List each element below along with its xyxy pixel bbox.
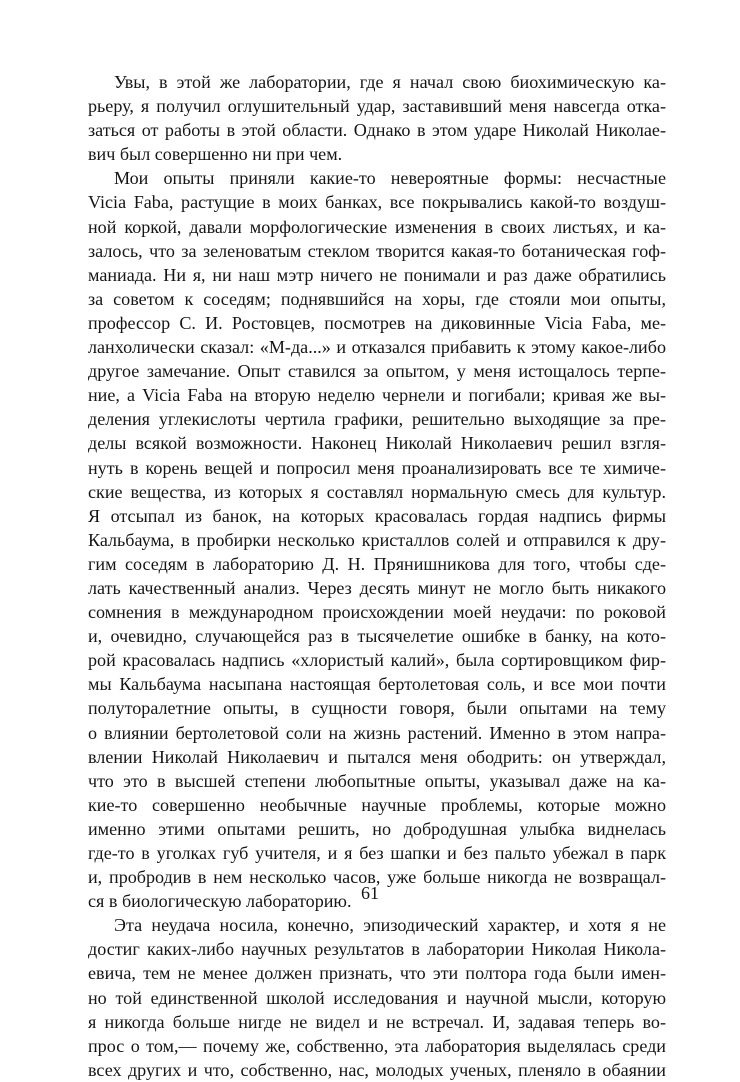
text-line: ся в биологическую лабораторию.	[88, 891, 352, 912]
text-line: именно этими опытами решить, но добродушная улыбка виднелась	[88, 818, 666, 839]
text-line: другое замечание. Опыт ставился за опытом, у меня истощалось терпе-	[88, 361, 666, 382]
text-line: делы всякой возможности. Наконец Николай Николаевич решил взгля-	[88, 433, 666, 454]
text-line: что это в высшей степени любопытные опыты, указывал даже на ка-	[88, 770, 666, 791]
text-line: и, очевидно, случающейся раз в тысячелетие ошибке в банку, на кото-	[88, 626, 666, 647]
text-line: влении Николай Николаевич и пытался меня ободрить: он утверждал,	[88, 746, 666, 767]
text-line: но той единственной школой исследования и научной мысли, которую	[88, 987, 666, 1008]
text-line: лать качественный анализ. Через десять минут не могло быть никакого	[88, 577, 666, 598]
text-line: кие-то совершенно необычные научные проблемы, которые можно	[88, 794, 666, 815]
text-line: достиг каких-либо научных результатов в лаборатории Николая Никола-	[88, 939, 666, 960]
text-line: полуторалетние опыты, в сущности говоря, были опытами на тему	[88, 698, 666, 719]
page-body	[88, 70, 666, 1082]
text-line: сомнения в международном происхождении моей неудачи: по роковой	[88, 602, 666, 623]
text-line: ские вещества, из которых я составлял нормальную смесь для культур.	[88, 481, 666, 502]
text-line: евича, тем не менее должен признать, что эти полтора года были имен-	[88, 963, 666, 984]
text-line: ланхолически сказал: «М-да...» и отказался прибавить к этому какое-либо	[88, 337, 666, 358]
text-line: ние, а Vicia Faba на вторую неделю чернели и погибали; кривая же вы-	[88, 385, 666, 406]
paragraph	[88, 913, 666, 1082]
text-line: я никогда больше нигде не видел и не встречал. И, задавая теперь во-	[88, 1011, 666, 1032]
text-line: прос о том,— почему же, собственно, эта лаборатория выделялась среди	[88, 1035, 666, 1056]
text-line: за советом к соседям; поднявшийся на хоры, где стояли мои опыты,	[88, 288, 666, 309]
text-line: где-то в уголках губ учителя, и я без шапки и без пальто убежал в парк	[88, 843, 666, 863]
text-line: ной коркой, давали морфологические изменения в своих листьях, и ка-	[88, 216, 666, 237]
text-line: гим соседям в лабораторию Д. Н. Прянишникова для того, чтобы сде-	[88, 553, 666, 574]
text-line: нуть в корень вещей и попросил меня проанализировать все те химиче-	[88, 457, 666, 478]
text-line: заться от работы в этой области. Однако в этом ударе Николай Николае-	[88, 120, 666, 141]
text-line: Эта неудача носила, конечно, эпизодический характер, и хотя я не	[114, 915, 666, 936]
text-line: маниада. Ни я, ни наш мэтр ничего не понимали и раз даже обратились	[88, 264, 666, 285]
text-line: всех других и что, собственно, нас, молодых ученых, пленяло в обаянии	[88, 1059, 666, 1080]
text-line: профессор С. И. Ростовцев, посмотрев на диковинные Vicia Faba, ме-	[88, 312, 666, 333]
text-line: рьеру, я получил оглушительный удар, заставивший меня навсегда отка-	[88, 96, 666, 117]
page-number: 61	[361, 883, 379, 903]
paragraph	[88, 166, 666, 913]
text-line: залось, что за зеленоватым стеклом творится какая-то ботаническая гоф-	[88, 240, 666, 261]
text-line: Кальбаума, в пробирки несколько кристаллов солей и отправился к дру-	[88, 529, 666, 550]
paragraph	[88, 70, 666, 166]
text-line: рой красовалась надпись «хлористый калий», была сортировщиком фир-	[88, 650, 666, 671]
text-line: и, пробродив в нем несколько часов, уже больше никогда не возвращал-	[88, 867, 666, 888]
text-line: деления углекислоты чертила графики, решительно выходящие за пре-	[88, 409, 666, 430]
text-line: о влиянии бертолетовой соли на жизнь растений. Именно в этом напра-	[88, 722, 666, 743]
text-line: Я отсыпал из банок, на которых красовалась гордая надпись фирмы	[88, 505, 666, 526]
text-line: вич был совершенно ни при чем.	[88, 144, 343, 165]
text-line: Vicia Faba, растущие в моих банках, все покрывались какой-то воздуш-	[88, 192, 666, 213]
text-line: Мои опыты приняли какие-то невероятные формы: несчастные	[114, 168, 666, 189]
text-line: мы Кальбаума насыпана настоящая бертолетовая соль, и все мои почти	[88, 674, 666, 695]
text-line: Увы, в этой же лаборатории, где я начал свою биохимическую ка-	[114, 72, 666, 92]
